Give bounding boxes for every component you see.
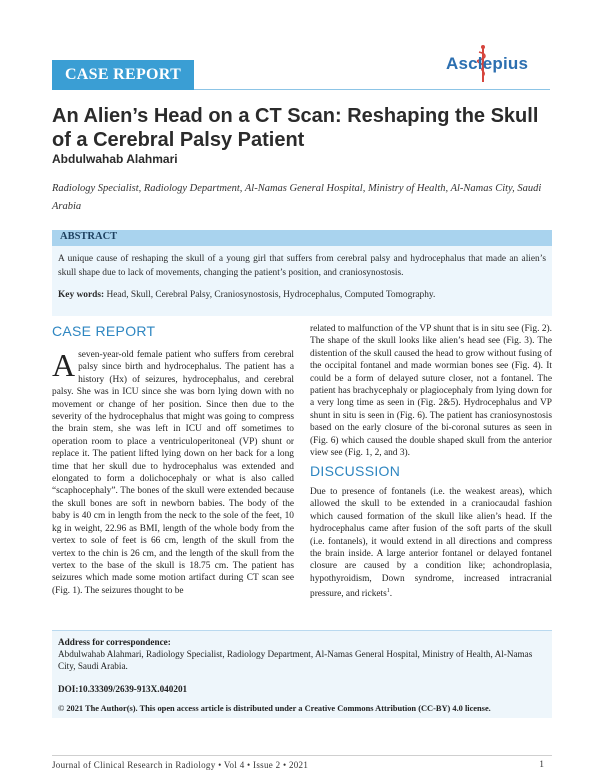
- footer-divider: [52, 755, 552, 756]
- case-report-left-column: [52, 349, 294, 597]
- discussion-heading: DISCUSSION: [310, 463, 401, 479]
- section-tag: CASE REPORT: [52, 60, 194, 90]
- abstract-text: A unique cause of reshaping the skull of a young girl that suffers from cerebral palsy and hydrocephalus that made an alien’s skull shape due to lack of movements, changing the patient’s position, and craniosynostosis.: [58, 254, 546, 278]
- author-name: Abdulwahab Alahmari: [52, 152, 178, 166]
- keywords-label: Key words:: [58, 290, 105, 300]
- author-affiliation: Radiology Specialist, Radiology Department, Al-Namas General Hospital, Ministry of Health, Al-Namas City, Saudi Arabia: [52, 183, 542, 212]
- citation-superscript[interactable]: 1: [386, 588, 390, 595]
- case-report-paragraph-1: seven-year-old female patient who suffers from cerebral palsy since birth and hydrocephalus. The patient has a history (Hx) of seizures, hydrocephalus, and cerebral palsy. She was in ICU since she was born lying down with no movement or change of her position. Since then due to the severity of the hydrocephalus that might was going to compress the brain stem, she was left in ICU and off sometimes to operation room to place a ventriculoperitoneal (VP) shunt or replace it. The patient lifted lying down on her back for a long time that her skull due to hydrocephalus was extended and elongated to form a dolichocephaly or what is also called “scaphocephaly”. The bones of the skull were extended because the skull bones are soft in newborn babies. The body of the baby is 40 cm in length from the neck to the sole of the feet, 10 kg in weight, 22.96 as BMI, length of the whole body from the vertex to sole of feet is 66 cm, length of the skull from the vertex to the chin is 26 cm, and the length of the skull from the vertex to the base of the skull is 18.75 cm. The patient has seizures which made some motion artifact during CT scan see (Fig. 1). The seizures thought to be: [52, 350, 294, 596]
- logo-text: Asclepius: [446, 54, 529, 73]
- license-text: © 2021 The Author(s). This open access article is distributed under a Creative Commons Attribution (CC-BY) 4.0 license.: [58, 704, 491, 713]
- case-report-right-column: related to malfunction of the VP shunt that is in situ see (Fig. 2). The shape of the skull looks like alien’s head see (Fig. 3). The distention of the skull caused the head to grow without fusing of the occipital fontanel and made wormian bones see (Fig. 4). It could be a form of delayed suture closer, not a fontanel. The patient has brachycephaly or plagiocephaly from lying down for a very long time as seen in (Fig. 2&5). Hydrocephalus and VP shunt in situ is seen in (Fig. 6). The patient has craniosynostosis based on the early closure of the bi-coronal sutures as seen in (Fig. 6) which caused the double shaped skull from the anterior view see (Fig. 1, 2, and 3).: [310, 324, 552, 459]
- correspondence-label: Address for correspondence:: [58, 637, 171, 647]
- discussion-paragraph: Due to presence of fontanels (i.e. the weakest areas), which allowed the skull to be extended in a craniocaudal fashion which caused formation of the skull like alien’s head. If the hydrocephalus came after fusion of the soft parts of the skull (i.e. fontanels), it would extend in all directions and compress the brain inside. A large anterior fontanel or delayed fontanel closure are caused by a condition like; achondroplasia, hypothyroidism, Down syndrome, increased intracranial pressure, and rickets: [310, 487, 552, 600]
- discussion-text: [310, 486, 552, 601]
- case-report-heading: CASE REPORT: [52, 323, 156, 339]
- discussion-end: .: [389, 589, 393, 600]
- keywords: [58, 288, 546, 302]
- abstract-header: [52, 230, 552, 246]
- header-divider: [194, 89, 550, 90]
- journal-footer: Journal of Clinical Research in Radiology • Vol 4 • Issue 2 • 2021: [52, 760, 309, 770]
- keywords-list: Head, Skull, Cerebral Palsy, Craniosynostosis, Hydrocephalus, Computed Tomography.: [106, 290, 436, 300]
- abstract-heading: ABSTRACT: [60, 231, 118, 242]
- page-number: 1: [539, 760, 544, 770]
- article-title: An Alien’s Head on a CT Scan: Reshaping the Skull of a Cerebral Palsy Patient: [52, 105, 539, 151]
- doi[interactable]: DOI:10.33309/2639-913X.040201: [58, 684, 188, 694]
- publisher-logo[interactable]: [446, 44, 546, 84]
- drop-cap: A: [52, 347, 76, 383]
- correspondence-text: Abdulwahab Alahmari, Radiology Specialist, Radiology Department, Al-Namas General Hospital, Ministry of Health, Al-Namas City, Saudi Arabia.: [58, 649, 533, 671]
